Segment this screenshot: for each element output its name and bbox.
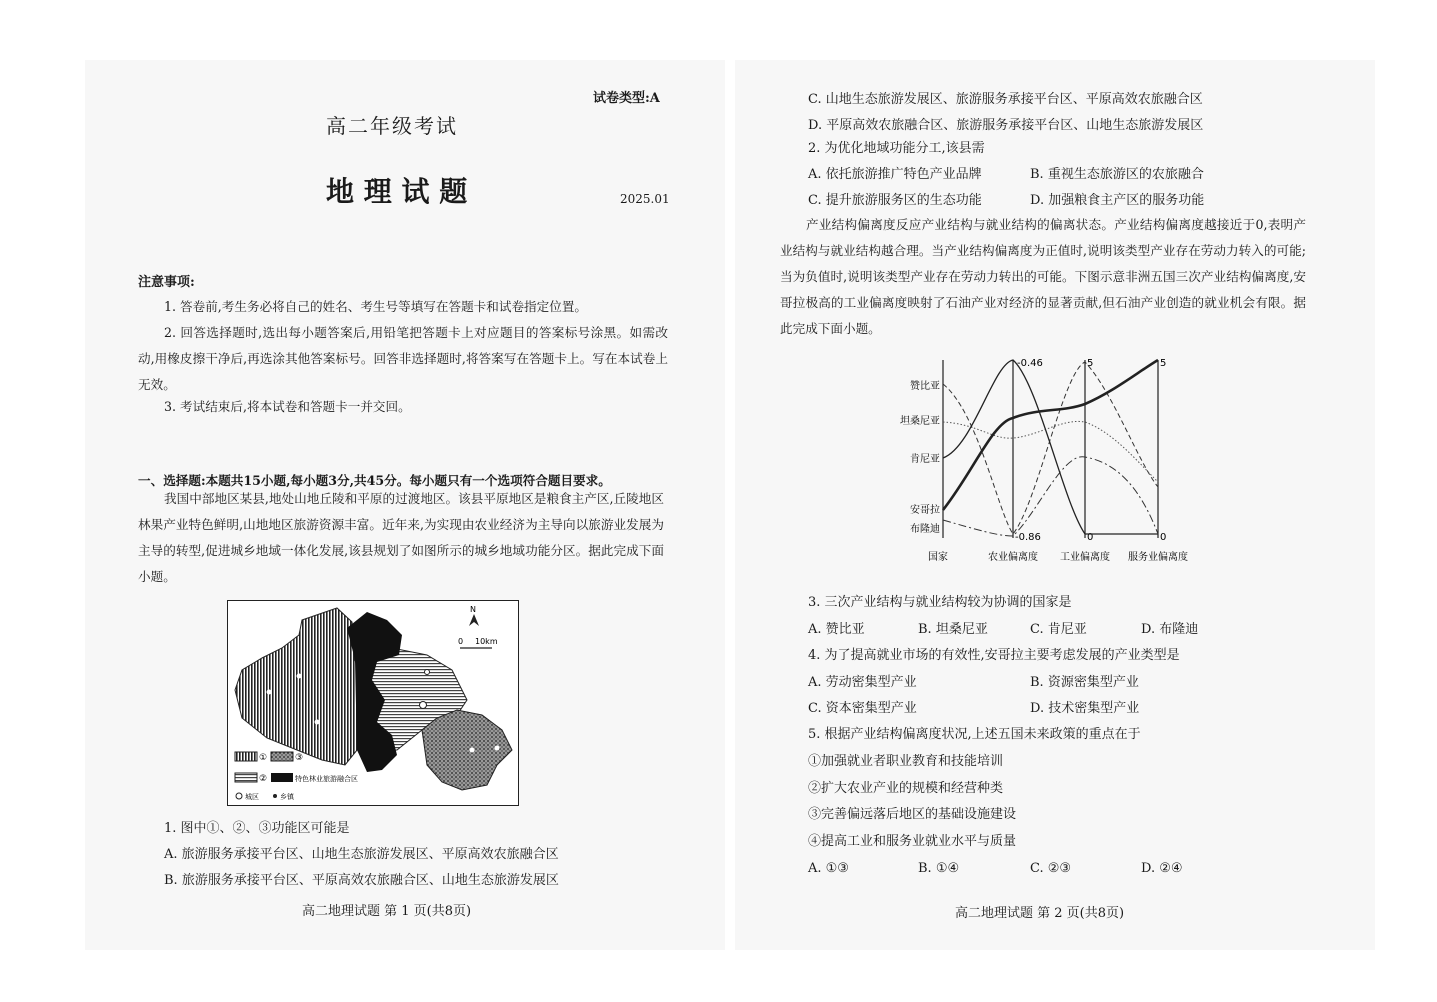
question-5-option-a: A. ①③ — [808, 861, 849, 876]
country-tanzania: 坦桑尼亚 — [900, 416, 940, 427]
question-2-option-a: A. 依托旅游推广特色产业品牌 — [808, 167, 982, 182]
deviation-chart — [888, 352, 1198, 570]
north-label: N — [470, 605, 476, 614]
scale-zero: 0 — [458, 637, 464, 646]
legend-forest: 特色林业旅游融合区 — [295, 775, 358, 783]
scale-10km: 10km — [475, 637, 498, 646]
question-4-option-d: D. 技术密集型产业 — [1030, 701, 1140, 716]
question-5-option-b: B. ①④ — [918, 861, 960, 876]
question-1-option-c: C. 山地生态旅游发展区、旅游服务承接平台区、平原高效农旅融合区 — [808, 92, 1203, 107]
country-kenya: 肯尼亚 — [910, 454, 940, 465]
question-3-option-d: D. 布隆迪 — [1141, 622, 1199, 637]
question-2-option-c: C. 提升旅游服务区的生态功能 — [808, 193, 982, 208]
legend-town: 乡镇 — [280, 793, 294, 801]
line-burundi — [943, 457, 1158, 536]
axis-ind: 工业偏离度 — [1060, 552, 1110, 563]
question-3-option-b: B. 坦桑尼亚 — [918, 622, 988, 637]
legend-1: ① — [259, 753, 268, 763]
ind-max-label: 5 — [1087, 358, 1094, 369]
question-5-item-1: ①加强就业者职业教育和技能培训 — [808, 754, 1004, 769]
section-heading: 一、选择题:本题共15小题,每小题3分,共45分。每小题只有一个选项符合题目要求。 — [138, 473, 611, 488]
agri-min-label: -0.86 — [1015, 532, 1041, 543]
serv-max-label: 5 — [1160, 358, 1167, 369]
axis-serv: 服务业偏离度 — [1128, 552, 1188, 563]
country-burundi: 布隆迪 — [910, 524, 940, 535]
question-3-option-a: A. 赞比亚 — [808, 622, 865, 637]
notice-item-3: 3. 考试结束后,将本试卷和答题卡一并交回。 — [164, 399, 411, 414]
question-2: 2. 为优化地域功能分工,该县需 — [808, 141, 985, 156]
town-icon — [273, 794, 277, 798]
question-3: 3. 三次产业结构与就业结构较为协调的国家是 — [808, 595, 1072, 610]
question-4-option-b: B. 资源密集型产业 — [1030, 675, 1139, 690]
question-5: 5. 根据产业结构偏离度状况,上述五国未来政策的重点在于 — [808, 727, 1141, 742]
country-angola: 安哥拉 — [910, 505, 940, 516]
serv-min-label: 0 — [1160, 532, 1167, 543]
question-5-option-d: D. ②④ — [1141, 861, 1183, 876]
footer-page-1: 高二地理试题 第 1 页(共8页) — [302, 904, 472, 919]
subject-title: 地 理 试 题 — [326, 175, 468, 208]
country-zambia: 赞比亚 — [910, 381, 940, 392]
question-4-option-a: A. 劳动密集型产业 — [808, 675, 917, 690]
question-4: 4. 为了提高就业市场的有效性,安哥拉主要考虑发展的产业类型是 — [808, 648, 1180, 663]
ind-min-label: 0 — [1087, 532, 1094, 543]
question-2-option-d: D. 加强粮食主产区的服务功能 — [1030, 193, 1205, 208]
notice-item-2: 2. 回答选择题时,选出每小题答案后,用铅笔把答题卡上对应题目的答案标号涂黑。如需改动,用橡皮擦干净后,再选涂其他答案标号。回答非选择题时,将答案写在答题卡上。写在本试卷上无效。 — [138, 325, 668, 392]
question-1: 1. 图中①、②、③功能区可能是 — [164, 821, 350, 836]
notice-item-1: 1. 答卷前,考生务必将自己的姓名、考生号等填写在答题卡和试卷指定位置。 — [164, 299, 588, 314]
question-1-option-a: A. 旅游服务承接平台区、山地生态旅游发展区、平原高效农旅融合区 — [164, 847, 559, 862]
question-4-option-c: C. 资本密集型产业 — [808, 701, 917, 716]
passage-2: 产业结构偏离度反应产业结构与就业结构的偏离状态。产业结构偏离度越接近于0,表明产业结构与就业结构越合理。当产业结构偏离度为正值时,说明该类型产业存在劳动力转入的可能;当为负值时,说明该类型产业存在劳动力转出的可能。下图示意非洲五国三次产业结构偏离度,安哥拉极高的工业偏离度映射了石油产业对经济的显著贡献,但石油产业创造的就业机会有限。据此完成下面小题。 — [780, 217, 1306, 336]
question-5-item-4: ④提高工业和服务业就业水平与质量 — [808, 834, 1017, 849]
axis-country: 国家 — [928, 552, 948, 563]
exam-date: 2025.01 — [620, 192, 670, 206]
agri-max-label: -0.46 — [1017, 358, 1043, 369]
question-1-option-d: D. 平原高效农旅融合区、旅游服务承接平台区、山地生态旅游发展区 — [808, 118, 1204, 133]
question-2-option-b: B. 重视生态旅游区的农旅融合 — [1030, 167, 1204, 182]
footer-page-2: 高二地理试题 第 2 页(共8页) — [955, 906, 1125, 921]
line-tanzania — [943, 421, 1158, 482]
question-1-option-b: B. 旅游服务承接平台区、平原高效农旅融合区、山地生态旅游发展区 — [164, 873, 559, 888]
function-zone-map — [227, 600, 519, 806]
legend-3: ③ — [295, 753, 304, 763]
passage-1: 我国中部地区某县,地处山地丘陵和平原的过渡地区。该县平原地区是粮食主产区,丘陵地区林果产业特色鲜明,山地地区旅游资源丰富。近年来,为实现由农业经济为主导向以旅游业发展为主导的转型,促进城乡地域一体化发展,该县规划了如图所示的城乡地域功能分区。据此完成下面小题。 — [138, 491, 664, 584]
notice-heading: 注意事项: — [138, 275, 195, 290]
line-zambia — [943, 362, 1158, 534]
paper-type: 试卷类型:A — [593, 91, 660, 106]
legend-2: ② — [259, 774, 268, 784]
question-3-option-c: C. 肯尼亚 — [1030, 622, 1087, 637]
question-5-item-3: ③完善偏远落后地区的基础设施建设 — [808, 807, 1017, 822]
question-5-item-2: ②扩大农业产业的规模和经营种类 — [808, 781, 1004, 796]
line-kenya — [943, 360, 1158, 534]
city-icon — [236, 793, 242, 799]
question-5-option-c: C. ②③ — [1030, 861, 1072, 876]
exam-title: 高二年级考试 — [326, 114, 458, 138]
axis-agri: 农业偏离度 — [988, 552, 1038, 563]
legend-city: 城区 — [245, 793, 259, 801]
